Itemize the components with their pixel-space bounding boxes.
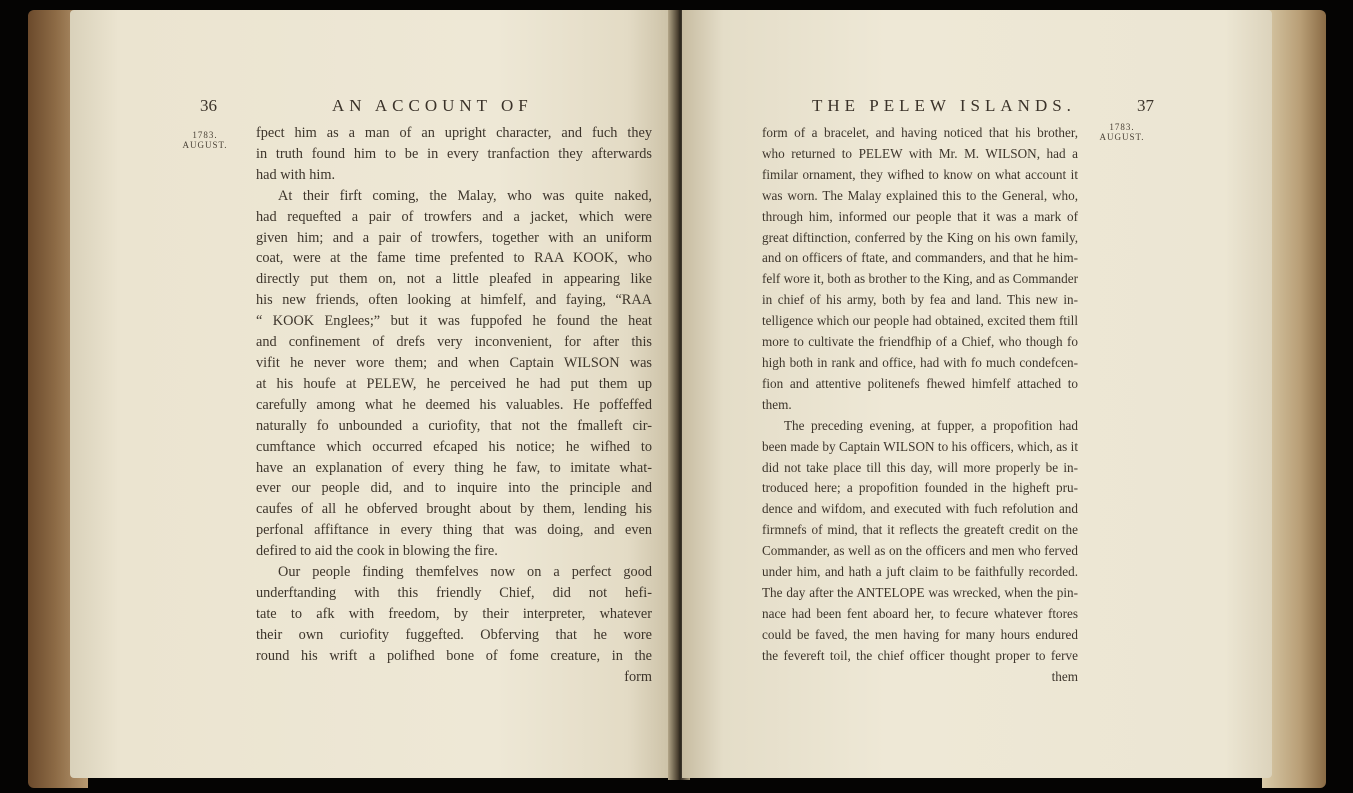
text-line: carefully among what he deemed his valuables. He poffeffed	[256, 396, 652, 413]
text-line: in truth found him to be in every tranfaction they afterwards	[256, 145, 652, 162]
text-line: directly put them on, not a little pleafed in appearing like	[256, 271, 652, 288]
text-line: coat, were at the fame time prefented to RAA KOOK, who	[256, 250, 652, 267]
text-line: dence and wifdom, and executed with fuch refolution and	[762, 501, 1078, 517]
text-line: been made by Captain WILSON to his officers, which, as it	[762, 438, 1078, 454]
text-line: fion and attentive politenefs fhewed himfelf attached to	[762, 375, 1078, 391]
text-line: had with him.	[256, 166, 336, 183]
running-head: AN ACCOUNT OF	[332, 96, 533, 115]
margin-note	[1092, 122, 1152, 142]
text-line: round his wrift a polifhed bone of fome creature, in the	[256, 647, 652, 664]
text-line: was worn. The Malay explained this to the General, who,	[762, 187, 1078, 203]
text-line: have an explanation of every thing he faw, to imitate what-	[256, 459, 652, 476]
text-line: through him, informed our people that it was a mark of	[762, 208, 1078, 224]
text-line: caufes of all he obferved brought about by them, lending his	[256, 501, 652, 518]
text-line: cumftance which occurred efcaped his notice; he wifhed to	[256, 438, 652, 455]
left-body-text	[256, 123, 652, 687]
text-line: who returned to PELEW with Mr. M. WILSON, had a	[762, 145, 1078, 161]
catchword: form	[624, 668, 652, 685]
text-line: under him, and hath a juft claim to be faithfully recorded.	[762, 564, 1078, 580]
text-line: form of a bracelet, and having noticed that his brother,	[762, 125, 1078, 140]
text-line: his new friends, often looking at himfelf, and faying, “RAA	[256, 292, 652, 309]
margin-note-year: 1783.	[1109, 122, 1135, 132]
catchword: them	[1051, 668, 1078, 684]
left-page	[70, 10, 676, 778]
text-line: “ KOOK Englees;” but it was fuppofed he found the heat	[256, 313, 652, 330]
page-number: 37	[1137, 96, 1154, 115]
margin-note	[180, 130, 230, 150]
text-line: their own curiofity fuggefted. Obferving that he wore	[256, 626, 652, 643]
text-line: had requefted a pair of trowfers and a jacket, which were	[256, 208, 652, 225]
text-line: fpect him as a man of an upright character, and fuch they	[256, 125, 652, 141]
text-line: them.	[762, 396, 792, 412]
text-line: At their firft coming, the Malay, who was quite naked,	[278, 187, 652, 204]
text-line: could be faved, the men having for many hours endured	[762, 626, 1078, 642]
margin-note-year: 1783.	[192, 130, 218, 140]
text-line: The day after the ANTELOPE was wrecked, when the pin-	[762, 584, 1078, 600]
text-line: and confinement of drefs very inconvenient, for after this	[256, 334, 652, 351]
text-line: Our people finding themfelves now on a perfect good	[278, 564, 652, 581]
page-number: 36	[200, 96, 217, 115]
text-line: ever our people did, and to inquire into the principle and	[256, 480, 652, 497]
running-head: THE PELEW ISLANDS.	[812, 96, 1076, 115]
margin-note-month: AUGUST.	[1099, 132, 1145, 142]
text-line: great diftinction, conferred by the King on his own family,	[762, 229, 1078, 245]
text-line: firmnefs of mind, that it reflects the greateft credit on the	[762, 522, 1078, 538]
text-line: The preceding evening, at fupper, a propofition had	[784, 417, 1078, 433]
text-line: given him; and a pair of trowfers, together with an uniform	[256, 229, 652, 246]
text-line: high both in rank and office, had with fo much condefcen-	[762, 354, 1078, 370]
margin-note-month: AUGUST.	[182, 140, 228, 150]
text-line: vifit he never wore them; and when Captain WILSON was	[256, 354, 652, 371]
text-line: perfonal affiftance in every thing that was doing, and even	[256, 522, 652, 539]
text-line: the fevereft toil, the chief officer thought proper to ferve	[762, 647, 1078, 663]
text-line: troduced here; a propofition founded in the higheft pru-	[762, 480, 1078, 496]
text-line: did not take place till this day, will more properly be in-	[762, 459, 1078, 475]
text-line: defired to aid the cook in blowing the fire.	[256, 543, 498, 560]
text-line: more to cultivate the friendfhip of a Chief, who though fo	[762, 334, 1078, 350]
right-body-text	[762, 123, 1078, 687]
text-line: tate to afk with freedom, by their interpreter, whatever	[256, 605, 652, 622]
text-line: in chief of his army, both by fea and land. This new in-	[762, 292, 1078, 308]
text-line: Commander, as well as on the officers and men who ferved	[762, 543, 1078, 559]
text-line: at his houfe at PELEW, he perceived he had put them up	[256, 375, 652, 392]
text-line: naturally fo unbounded a curiofity, that not the fmalleft cir-	[256, 417, 652, 434]
text-line: felf wore it, both as brother to the King, and as Commander	[762, 271, 1078, 287]
right-page	[682, 10, 1272, 778]
text-line: and on officers of ftate, and commanders, and that he him-	[762, 250, 1078, 266]
text-line: telligence which our people had obtained, excited them ftill	[762, 313, 1078, 329]
text-line: fimilar ornament, they wifhed to know on what account it	[762, 166, 1078, 182]
text-line: nace had been fent aboard her, to fecure whatever ftores	[762, 605, 1078, 621]
text-line: underftanding with this friendly Chief, did not hefi-	[256, 584, 652, 601]
